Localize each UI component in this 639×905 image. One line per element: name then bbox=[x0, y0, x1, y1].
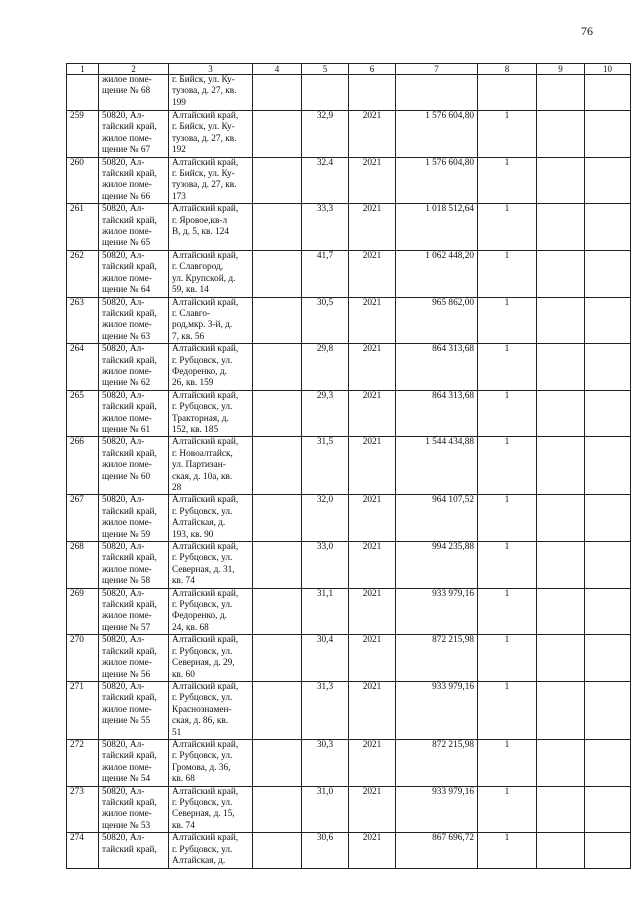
cost-cell: 994 235,88 bbox=[396, 542, 478, 589]
row-number: 264 bbox=[67, 344, 99, 391]
area-cell: 31,3 bbox=[302, 681, 349, 739]
year-cell: 2021 bbox=[349, 588, 396, 635]
column-9-cell bbox=[537, 111, 585, 158]
header-row bbox=[67, 64, 631, 75]
year-cell: 2021 bbox=[349, 157, 396, 204]
area-cell: 30,6 bbox=[302, 833, 349, 869]
row-number: 271 bbox=[67, 681, 99, 739]
table-row bbox=[67, 111, 631, 158]
column-10-cell bbox=[585, 635, 631, 682]
quantity-cell: 1 bbox=[478, 495, 537, 542]
column-9-cell bbox=[537, 635, 585, 682]
cost-cell: 872 215,98 bbox=[396, 739, 478, 786]
object-address: Алтайский край, г. Рубцовск, ул. Громова, д. 36, кв. 68 bbox=[169, 739, 253, 786]
quantity-cell: 1 bbox=[478, 833, 537, 869]
cost-cell: 1 576 604,80 bbox=[396, 157, 478, 204]
column-10-cell bbox=[585, 681, 631, 739]
table-row bbox=[67, 204, 631, 251]
row-number: 267 bbox=[67, 495, 99, 542]
column-9-cell bbox=[537, 833, 585, 869]
column-10-cell bbox=[585, 157, 631, 204]
cost-cell: 867 696,72 bbox=[396, 833, 478, 869]
row-number: 274 bbox=[67, 833, 99, 869]
year-cell: 2021 bbox=[349, 390, 396, 437]
object-address: Алтайский край, г. Бийск, ул. Ку- тузова, д. 27, кв. 173 bbox=[169, 157, 253, 204]
quantity-cell: 1 bbox=[478, 157, 537, 204]
object-address: Алтайский край, г. Славго- род,мкр. 3-й, д. 7, кв. 56 bbox=[169, 297, 253, 344]
object-name: 50820, Ал- тайский край, жилое поме- щение № 63 bbox=[99, 297, 169, 344]
cost-cell: 864 313,68 bbox=[396, 390, 478, 437]
year-cell: 2021 bbox=[349, 250, 396, 297]
column-4-cell bbox=[253, 157, 302, 204]
column-4-cell bbox=[253, 390, 302, 437]
column-4-cell bbox=[253, 437, 302, 495]
column-9-cell bbox=[537, 204, 585, 251]
area-cell: 33,3 bbox=[302, 204, 349, 251]
cost-cell: 1 018 512,64 bbox=[396, 204, 478, 251]
row-number: 259 bbox=[67, 111, 99, 158]
object-address: Алтайский край, г. Новоалтайск, ул. Партизан- ская, д. 10а, кв. 28 bbox=[169, 437, 253, 495]
cost-cell: 965 862,00 bbox=[396, 297, 478, 344]
column-9-cell bbox=[537, 344, 585, 391]
object-address: Алтайский край, г. Яровое,кв-л В, д. 5, кв. 124 bbox=[169, 204, 253, 251]
object-name: 50820, Ал- тайский край, жилое поме- щение № 56 bbox=[99, 635, 169, 682]
quantity-cell: 1 bbox=[478, 204, 537, 251]
quantity-cell bbox=[478, 75, 537, 111]
cost-cell: 933 979,16 bbox=[396, 588, 478, 635]
year-cell: 2021 bbox=[349, 344, 396, 391]
object-name: 50820, Ал- тайский край, жилое поме- щение № 58 bbox=[99, 542, 169, 589]
quantity-cell: 1 bbox=[478, 250, 537, 297]
column-header-4: 4 bbox=[253, 64, 302, 75]
quantity-cell: 1 bbox=[478, 437, 537, 495]
column-4-cell bbox=[253, 344, 302, 391]
object-name: 50820, Ал- тайский край, жилое поме- щение № 55 bbox=[99, 681, 169, 739]
column-header-8: 8 bbox=[478, 64, 537, 75]
table-row bbox=[67, 588, 631, 635]
row-number: 269 bbox=[67, 588, 99, 635]
area-cell: 32,9 bbox=[302, 111, 349, 158]
object-name: 50820, Ал- тайский край, жилое поме- щение № 59 bbox=[99, 495, 169, 542]
column-4-cell bbox=[253, 542, 302, 589]
area-cell: 30,3 bbox=[302, 739, 349, 786]
cost-cell bbox=[396, 75, 478, 111]
year-cell: 2021 bbox=[349, 204, 396, 251]
column-4-cell bbox=[253, 588, 302, 635]
quantity-cell: 1 bbox=[478, 681, 537, 739]
column-9-cell bbox=[537, 588, 585, 635]
area-cell: 32,0 bbox=[302, 495, 349, 542]
cost-cell: 964 107,52 bbox=[396, 495, 478, 542]
object-address: Алтайский край, г. Рубцовск, ул. Северная, д. 31, кв. 74 bbox=[169, 542, 253, 589]
table-row bbox=[67, 250, 631, 297]
cost-cell: 1 062 448,20 bbox=[396, 250, 478, 297]
table-body bbox=[67, 75, 631, 869]
cost-cell: 864 313,68 bbox=[396, 344, 478, 391]
object-name: 50820, Ал- тайский край, жилое поме- щение № 66 bbox=[99, 157, 169, 204]
row-number bbox=[67, 75, 99, 111]
year-cell: 2021 bbox=[349, 495, 396, 542]
year-cell: 2021 bbox=[349, 111, 396, 158]
column-4-cell bbox=[253, 739, 302, 786]
area-cell bbox=[302, 75, 349, 111]
year-cell: 2021 bbox=[349, 542, 396, 589]
page-number: 76 bbox=[581, 24, 593, 38]
row-number: 273 bbox=[67, 786, 99, 833]
row-number: 263 bbox=[67, 297, 99, 344]
object-address: г. Бийск, ул. Ку- тузова, д. 27, кв. 199 bbox=[169, 75, 253, 111]
column-4-cell bbox=[253, 75, 302, 111]
object-name: 50820, Ал- тайский край, жилое поме- щение № 67 bbox=[99, 111, 169, 158]
object-name: 50820, Ал- тайский край, жилое поме- щение № 64 bbox=[99, 250, 169, 297]
column-10-cell bbox=[585, 344, 631, 391]
column-4-cell bbox=[253, 786, 302, 833]
year-cell: 2021 bbox=[349, 297, 396, 344]
column-header-2: 2 bbox=[99, 64, 169, 75]
object-name: жилое поме- щение № 68 bbox=[99, 75, 169, 111]
column-header-7: 7 bbox=[396, 64, 478, 75]
table-header bbox=[67, 64, 631, 75]
quantity-cell: 1 bbox=[478, 739, 537, 786]
column-10-cell bbox=[585, 75, 631, 111]
cost-cell: 1 544 434,88 bbox=[396, 437, 478, 495]
column-10-cell bbox=[585, 297, 631, 344]
column-9-cell bbox=[537, 495, 585, 542]
area-cell: 33,0 bbox=[302, 542, 349, 589]
object-address: Алтайский край, г. Рубцовск, ул. Алтайская, д. bbox=[169, 833, 253, 869]
column-9-cell bbox=[537, 75, 585, 111]
column-9-cell bbox=[537, 739, 585, 786]
column-header-6: 6 bbox=[349, 64, 396, 75]
year-cell bbox=[349, 75, 396, 111]
year-cell: 2021 bbox=[349, 635, 396, 682]
object-name: 50820, Ал- тайский край, жилое поме- щение № 61 bbox=[99, 390, 169, 437]
column-10-cell bbox=[585, 204, 631, 251]
table-row bbox=[67, 495, 631, 542]
area-cell: 30,4 bbox=[302, 635, 349, 682]
column-4-cell bbox=[253, 833, 302, 869]
quantity-cell: 1 bbox=[478, 588, 537, 635]
table-row bbox=[67, 542, 631, 589]
object-name: 50820, Ал- тайский край, жилое поме- щение № 54 bbox=[99, 739, 169, 786]
table-row bbox=[67, 786, 631, 833]
column-4-cell bbox=[253, 495, 302, 542]
column-4-cell bbox=[253, 681, 302, 739]
year-cell: 2021 bbox=[349, 739, 396, 786]
object-address: Алтайский край, г. Рубцовск, ул. Северная, д. 15, кв. 74 bbox=[169, 786, 253, 833]
quantity-cell: 1 bbox=[478, 344, 537, 391]
cost-cell: 1 576 604,80 bbox=[396, 111, 478, 158]
table-row bbox=[67, 635, 631, 682]
object-name: 50820, Ал- тайский край, жилое поме- щение № 53 bbox=[99, 786, 169, 833]
column-4-cell bbox=[253, 250, 302, 297]
quantity-cell: 1 bbox=[478, 786, 537, 833]
column-9-cell bbox=[537, 157, 585, 204]
object-name: 50820, Ал- тайский край, жилое поме- щение № 65 bbox=[99, 204, 169, 251]
column-10-cell bbox=[585, 833, 631, 869]
object-address: Алтайский край, г. Рубцовск, ул. Федоренко, д. 24, кв. 68 bbox=[169, 588, 253, 635]
column-header-5: 5 bbox=[302, 64, 349, 75]
area-cell: 31,1 bbox=[302, 588, 349, 635]
object-address: Алтайский край, г. Рубцовск, ул. Краснознамен- ская, д. 86, кв. 51 bbox=[169, 681, 253, 739]
cost-cell: 933 979,16 bbox=[396, 681, 478, 739]
column-10-cell bbox=[585, 588, 631, 635]
object-address: Алтайский край, г. Бийск, ул. Ку- тузова, д. 27, кв. 192 bbox=[169, 111, 253, 158]
table-row bbox=[67, 739, 631, 786]
table-row bbox=[67, 681, 631, 739]
object-address: Алтайский край, г. Рубцовск, ул. Алтайская, д. 193, кв. 90 bbox=[169, 495, 253, 542]
row-number: 272 bbox=[67, 739, 99, 786]
column-4-cell bbox=[253, 111, 302, 158]
column-9-cell bbox=[537, 390, 585, 437]
column-header-9: 9 bbox=[537, 64, 585, 75]
row-number: 262 bbox=[67, 250, 99, 297]
quantity-cell: 1 bbox=[478, 297, 537, 344]
object-name: 50820, Ал- тайский край, жилое поме- щение № 57 bbox=[99, 588, 169, 635]
column-header-1: 1 bbox=[67, 64, 99, 75]
table-row bbox=[67, 833, 631, 869]
column-9-cell bbox=[537, 297, 585, 344]
row-number: 270 bbox=[67, 635, 99, 682]
object-name: 50820, Ал- тайский край, bbox=[99, 833, 169, 869]
column-header-3: 3 bbox=[169, 64, 253, 75]
column-4-cell bbox=[253, 204, 302, 251]
column-9-cell bbox=[537, 250, 585, 297]
table-row bbox=[67, 297, 631, 344]
column-10-cell bbox=[585, 739, 631, 786]
area-cell: 32.4 bbox=[302, 157, 349, 204]
object-address: Алтайский край, г. Рубцовск, ул. Тракторная, д. 152, кв. 185 bbox=[169, 390, 253, 437]
column-10-cell bbox=[585, 495, 631, 542]
cost-cell: 872 215,98 bbox=[396, 635, 478, 682]
column-9-cell bbox=[537, 681, 585, 739]
column-10-cell bbox=[585, 111, 631, 158]
row-number: 266 bbox=[67, 437, 99, 495]
quantity-cell: 1 bbox=[478, 542, 537, 589]
table-row bbox=[67, 344, 631, 391]
year-cell: 2021 bbox=[349, 437, 396, 495]
column-4-cell bbox=[253, 297, 302, 344]
column-9-cell bbox=[537, 786, 585, 833]
area-cell: 29,3 bbox=[302, 390, 349, 437]
table-row bbox=[67, 75, 631, 111]
year-cell: 2021 bbox=[349, 681, 396, 739]
quantity-cell: 1 bbox=[478, 635, 537, 682]
cost-cell: 933 979,16 bbox=[396, 786, 478, 833]
year-cell: 2021 bbox=[349, 786, 396, 833]
column-9-cell bbox=[537, 437, 585, 495]
area-cell: 29,8 bbox=[302, 344, 349, 391]
object-name: 50820, Ал- тайский край, жилое поме- щение № 62 bbox=[99, 344, 169, 391]
row-number: 265 bbox=[67, 390, 99, 437]
table-row bbox=[67, 437, 631, 495]
row-number: 260 bbox=[67, 157, 99, 204]
area-cell: 31,5 bbox=[302, 437, 349, 495]
object-name: 50820, Ал- тайский край, жилое поме- щение № 60 bbox=[99, 437, 169, 495]
object-address: Алтайский край, г. Славгород, ул. Крупской, д. 59, кв. 14 bbox=[169, 250, 253, 297]
column-9-cell bbox=[537, 542, 585, 589]
table-row bbox=[67, 390, 631, 437]
column-10-cell bbox=[585, 437, 631, 495]
object-address: Алтайский край, г. Рубцовск, ул. Северная, д. 29, кв. 60 bbox=[169, 635, 253, 682]
area-cell: 31,0 bbox=[302, 786, 349, 833]
column-10-cell bbox=[585, 390, 631, 437]
row-number: 268 bbox=[67, 542, 99, 589]
area-cell: 41,7 bbox=[302, 250, 349, 297]
property-registry-table bbox=[66, 63, 631, 869]
quantity-cell: 1 bbox=[478, 111, 537, 158]
area-cell: 30,5 bbox=[302, 297, 349, 344]
row-number: 261 bbox=[67, 204, 99, 251]
column-10-cell bbox=[585, 250, 631, 297]
column-10-cell bbox=[585, 542, 631, 589]
column-header-10: 10 bbox=[585, 64, 631, 75]
year-cell: 2021 bbox=[349, 833, 396, 869]
quantity-cell: 1 bbox=[478, 390, 537, 437]
column-4-cell bbox=[253, 635, 302, 682]
object-address: Алтайский край, г. Рубцовск, ул. Федоренко, д. 26, кв. 159 bbox=[169, 344, 253, 391]
table-row bbox=[67, 157, 631, 204]
column-10-cell bbox=[585, 786, 631, 833]
